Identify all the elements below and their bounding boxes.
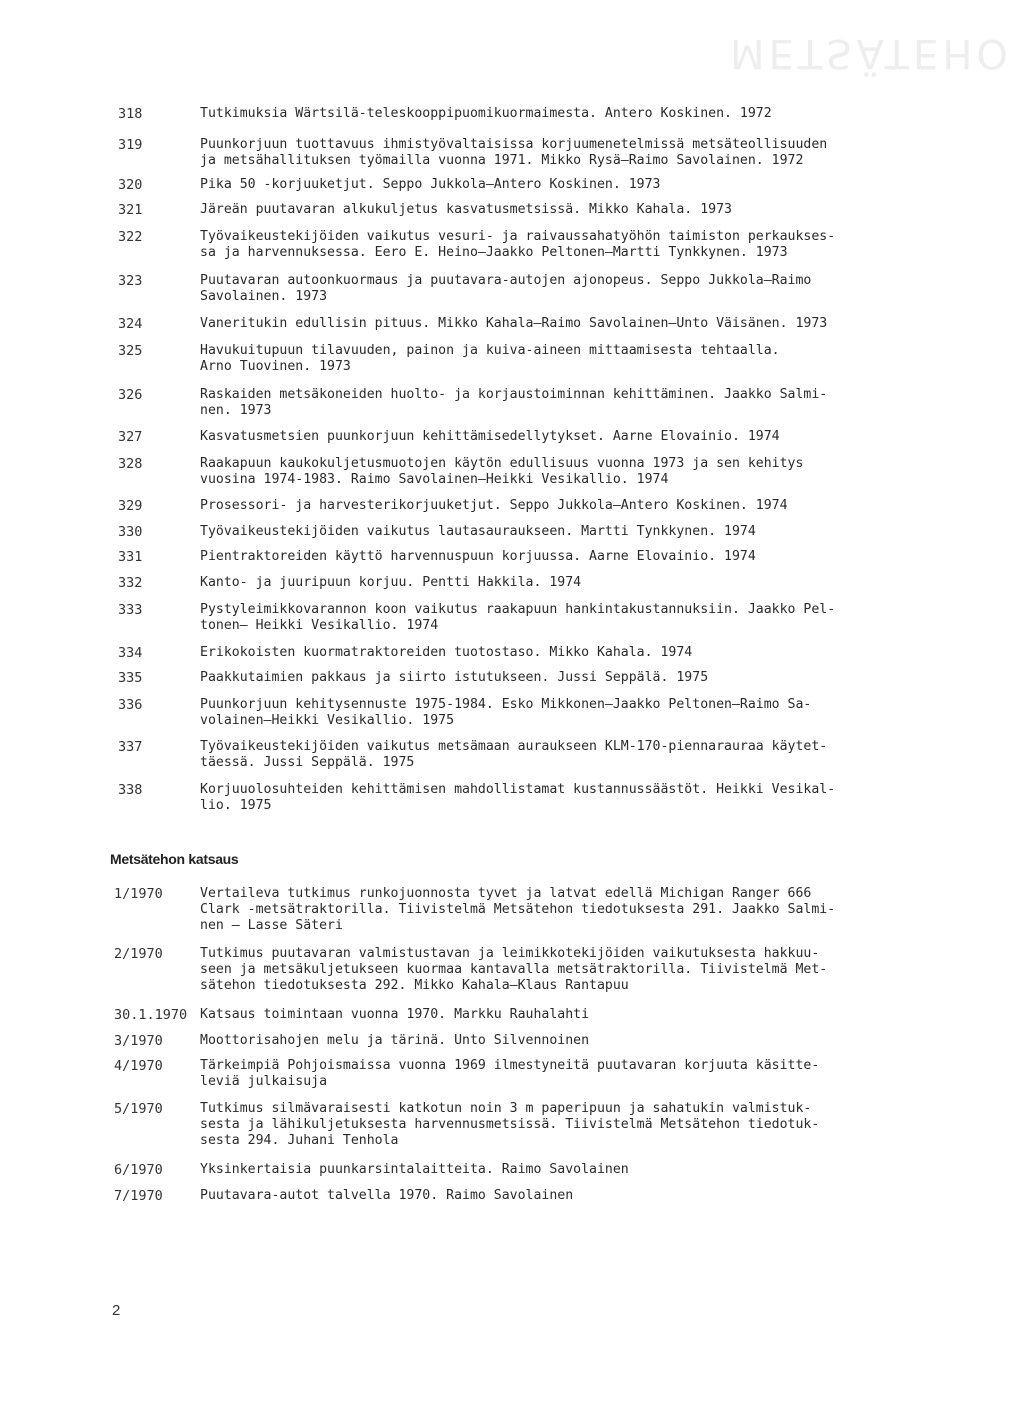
publication-number: 325 <box>118 343 143 359</box>
publication-text: Raskaiden metsäkoneiden huolto- ja korjaustoiminnan kehittäminen. Jaakko Salmi- nen. 1973 <box>200 387 828 418</box>
katsaus-text: Katsaus toimintaan vuonna 1970. Markku Rauhalahti <box>200 1007 590 1022</box>
katsaus-number: 3/1970 <box>114 1033 163 1049</box>
publication-number: 330 <box>118 524 143 540</box>
katsaus-number: 5/1970 <box>114 1101 163 1117</box>
katsaus-text: Puutavara-autot talvella 1970. Raimo Savolainen <box>200 1188 574 1203</box>
publication-text: Puunkorjuun tuottavuus ihmistyövaltaisissa korjuumenetelmissä metsäteollisuuden ja metsähallituksen työmailla vuonna 1971. Mikko Rysä—Raimo Savolainen. 1972 <box>200 137 828 168</box>
publication-number: 333 <box>118 602 143 618</box>
publication-number: 334 <box>118 645 143 661</box>
publication-number: 329 <box>118 498 143 514</box>
publication-text: Järeän puutavaran alkukuljetus kasvatusmetsissä. Mikko Kahala. 1973 <box>200 202 732 217</box>
publication-number: 327 <box>118 429 143 445</box>
katsaus-text: Tutkimus silmävaraisesti katkotun noin 3 m paperipuun ja sahatukin valmistuk- sesta ja lähikuljetuksesta harvennusmetsissä. Tiivistelmä Metsätehon tiedotuk- sesta 294. Juhani Tenhola <box>200 1101 820 1148</box>
publication-text: Kasvatusmetsien puunkorjuun kehittämisedellytykset. Aarne Elovainio. 1974 <box>200 429 780 444</box>
publication-text: Korjuuolosuhteiden kehittämisen mahdollistamat kustannussäästöt. Heikki Vesikal- lio. 1975 <box>200 782 836 813</box>
publication-text: Paakkutaimien pakkaus ja siirto istutukseen. Jussi Seppälä. 1975 <box>200 670 709 685</box>
katsaus-text: Vertaileva tutkimus runkojuonnosta tyvet ja latvat edellä Michigan Ranger 666 Clark -metsätraktorilla. Tiivistelmä Metsätehon tiedotuksesta 291. Jaakko Salmi- nen — Lasse Säteri <box>200 886 836 933</box>
publication-text: Erikokoisten kuormatraktoreiden tuotostaso. Mikko Kahala. 1974 <box>200 645 693 660</box>
watermark-logo <box>660 0 1012 120</box>
publication-number: 319 <box>118 137 143 153</box>
publication-number: 321 <box>118 202 143 218</box>
katsaus-number: 2/1970 <box>114 946 163 962</box>
publication-text: Pystyleimikkovarannon koon vaikutus raakapuun hankintakustannuksiin. Jaakko Pel- tonen— Heikki Vesikallio. 1974 <box>200 602 836 633</box>
section-heading: Metsätehon katsaus <box>110 851 239 867</box>
katsaus-number: 1/1970 <box>114 886 163 902</box>
publication-text: Havukuitupuun tilavuuden, painon ja kuiva-aineen mittaamisesta tehtaalla. Arno Tuovinen. 1973 <box>200 343 780 374</box>
publication-text: Pika 50 -korjuuketjut. Seppo Jukkola—Antero Koskinen. 1973 <box>200 177 661 192</box>
watermark-text: METSÄTEHO <box>730 30 1012 76</box>
publication-text: Vaneritukin edullisin pituus. Mikko Kahala—Raimo Savolainen—Unto Väisänen. 1973 <box>200 316 828 331</box>
publication-text: Puutavaran autoonkuormaus ja puutavara-autojen ajonopeus. Seppo Jukkola—Raimo Savolainen. 1973 <box>200 273 812 304</box>
katsaus-text: Tärkeimpiä Pohjoismaissa vuonna 1969 ilmestyneitä puutavaran korjuuta käsitte- leviä julkaisuja <box>200 1058 820 1089</box>
publication-text: Prosessori- ja harvesterikorjuuketjut. Seppo Jukkola—Antero Koskinen. 1974 <box>200 498 788 513</box>
publication-number: 335 <box>118 670 143 686</box>
publication-number: 320 <box>118 177 143 193</box>
page-number: 2 <box>112 1302 121 1319</box>
katsaus-text: Tutkimus puutavaran valmistustavan ja leimikkotekijöiden vaikutuksesta hakkuu- seen ja metsäkuljetukseen kuormaa kantavalla metsätraktorilla. Tiivistelmä Met- sätehon tiedotuksesta 292. Mikko Kahala—Klaus Rantapuu <box>200 946 828 993</box>
publication-text: Pientraktoreiden käyttö harvennuspuun korjuussa. Aarne Elovainio. 1974 <box>200 549 756 564</box>
publication-number: 326 <box>118 387 143 403</box>
publication-number: 337 <box>118 739 143 755</box>
publication-text: Puunkorjuun kehitysennuste 1975-1984. Esko Mikkonen—Jaakko Peltonen—Raimo Sa- volainen—Heikki Vesikallio. 1975 <box>200 697 812 728</box>
katsaus-text: Moottorisahojen melu ja tärinä. Unto Silvennoinen <box>200 1033 590 1048</box>
publication-number: 328 <box>118 456 143 472</box>
katsaus-number: 6/1970 <box>114 1162 163 1178</box>
publication-text: Raakapuun kaukokuljetusmuotojen käytön edullisuus vuonna 1973 ja sen kehitys vuosina 1974-1983. Raimo Savolainen—Heikki Vesikallio. 1974 <box>200 456 804 487</box>
publication-number: 323 <box>118 273 143 289</box>
publication-text: Tutkimuksia Wärtsilä-teleskooppipuomikuormaimesta. Antero Koskinen. 1972 <box>200 106 772 121</box>
publication-number: 318 <box>118 106 143 122</box>
publication-number: 336 <box>118 697 143 713</box>
publication-number: 322 <box>118 229 143 245</box>
publication-number: 331 <box>118 549 143 565</box>
katsaus-number: 30.1.1970 <box>114 1007 188 1023</box>
publication-text: Työvaikeustekijöiden vaikutus lautasauraukseen. Martti Tynkkynen. 1974 <box>200 524 756 539</box>
publication-text: Työvaikeustekijöiden vaikutus vesuri- ja raivaussahatyöhön taimiston perkaukses- sa ja harvennuksessa. Eero E. Heino—Jaakko Peltonen—Martti Tynkkynen. 1973 <box>200 229 836 260</box>
katsaus-number: 7/1970 <box>114 1188 163 1204</box>
publication-number: 338 <box>118 782 143 798</box>
katsaus-number: 4/1970 <box>114 1058 163 1074</box>
katsaus-text: Yksinkertaisia puunkarsintalaitteita. Raimo Savolainen <box>200 1162 629 1177</box>
publication-text: Työvaikeustekijöiden vaikutus metsämaan auraukseen KLM-170-piennarauraa käytet- täessä. Jussi Seppälä. 1975 <box>200 739 828 770</box>
publication-text: Kanto- ja juuripuun korjuu. Pentti Hakkila. 1974 <box>200 575 582 590</box>
publication-number: 332 <box>118 575 143 591</box>
publication-number: 324 <box>118 316 143 332</box>
